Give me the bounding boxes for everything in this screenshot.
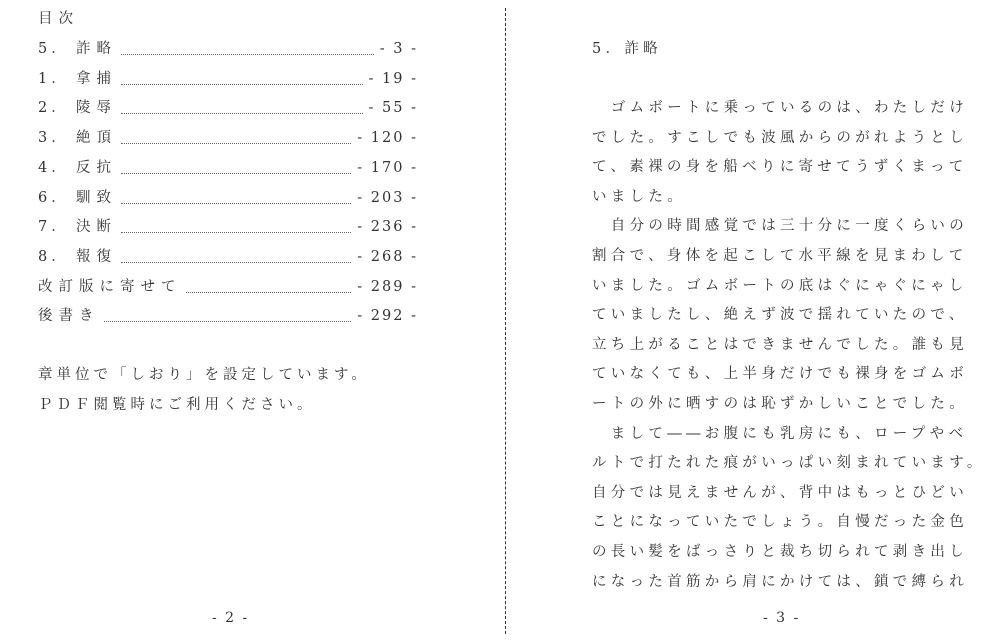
dot-leader xyxy=(121,232,351,233)
toc-entry-label: 詐略 xyxy=(76,41,117,57)
dot-leader xyxy=(121,54,374,55)
toc-entry-page: - 268 - xyxy=(357,248,418,265)
dot-leader xyxy=(121,143,351,144)
page-divider xyxy=(505,8,506,634)
toc-entry-number: 2． xyxy=(38,100,70,117)
toc-entry[interactable] xyxy=(38,69,418,89)
dot-leader xyxy=(121,173,351,174)
toc-entry[interactable] xyxy=(38,247,418,267)
dot-leader xyxy=(104,321,352,322)
toc-entry-number: 1． xyxy=(38,70,70,87)
toc-entry-page: - 203 - xyxy=(357,189,418,206)
dot-leader xyxy=(121,113,363,114)
toc-entry-page: - 55 - xyxy=(368,100,418,117)
text-line: ていなくても、上半身だけでも裸身をゴムボ xyxy=(592,366,968,383)
toc-entry[interactable] xyxy=(38,277,418,297)
page-number-left: - 2 - xyxy=(212,610,250,626)
chapter-heading: 5．詐略 xyxy=(592,41,662,57)
text-line: 自分では見えませんが、背中はもっとひどい xyxy=(592,484,968,501)
toc-entry-label: 馴致 xyxy=(76,189,117,206)
dot-leader xyxy=(121,262,351,263)
toc-entry[interactable] xyxy=(38,128,418,148)
toc-entry-label: 改訂版に寄せて xyxy=(38,278,182,295)
toc-entry[interactable] xyxy=(38,98,418,118)
toc-title: 目次 xyxy=(38,11,79,27)
toc-entry[interactable] xyxy=(38,158,418,178)
toc-entry-number: 8． xyxy=(38,248,70,265)
toc-entry-number: 5． xyxy=(38,41,70,57)
text-line: て、素裸の身を船べりに寄せてうずくまって xyxy=(592,159,968,176)
text-line: 立ち上がることはできませんでした。誰も見 xyxy=(592,336,968,353)
text-line: ていましたし、絶えず波で揺れていたので、 xyxy=(592,307,968,324)
toc-entry-page: - 236 - xyxy=(357,219,418,236)
dot-leader xyxy=(186,292,352,293)
text-line: 自分の時間感覚では三十分に一度くらいの xyxy=(610,218,968,235)
toc-entry-number: 7． xyxy=(38,219,70,236)
dot-leader xyxy=(121,203,351,204)
text-line: ートの外に晒すのは恥ずかしいことでした。 xyxy=(592,396,968,412)
toc-entry-label: 報復 xyxy=(76,248,117,265)
text-line: ゴムボートに乗っているのは、わたしだけ xyxy=(610,100,968,116)
text-line: になった首筋から肩にかけては、鎖で縛られ xyxy=(592,573,968,590)
text-line: まして――お腹にも乳房にも、ロープやベ xyxy=(610,425,968,442)
toc-entry-label: 絶頂 xyxy=(76,130,117,147)
toc-entry[interactable] xyxy=(38,306,418,326)
toc-entry-page: - 292 - xyxy=(357,308,418,325)
toc-entry-page: - 289 - xyxy=(357,278,418,295)
toc-entry-number: 4． xyxy=(38,159,70,176)
toc-entry-page: - 170 - xyxy=(357,159,418,176)
toc-entry-label: 反抗 xyxy=(76,159,117,176)
toc-entry-number: 3． xyxy=(38,130,70,147)
toc-entry-number: 6． xyxy=(38,189,70,206)
toc-entry[interactable] xyxy=(38,39,418,59)
toc-entry-page: - 19 - xyxy=(368,70,418,87)
dot-leader xyxy=(121,84,363,85)
text-line: ルトで打たれた痕がいっぱい刻まれています。 xyxy=(592,455,986,472)
toc-entry[interactable] xyxy=(38,188,418,208)
toc-entry-label: 決断 xyxy=(76,219,117,236)
text-line: ことになっていたでしょう。自慢だった金色 xyxy=(592,514,968,531)
toc-entry-label: 後書き xyxy=(38,308,100,325)
toc-entry[interactable] xyxy=(38,217,418,237)
text-line: でした。すこしでも波風からのがれようとし xyxy=(592,129,968,146)
text-line: いました。ゴムボートの底はぐにゃぐにゃし xyxy=(592,277,968,294)
toc-entry-label: 陵辱 xyxy=(76,100,117,117)
bookmark-note: 章単位で「しおり」を設定しています。 xyxy=(38,367,370,383)
bookmark-note: ＰＤＦ閲覧時にご利用ください。 xyxy=(38,397,316,413)
toc-entry-page: - 3 - xyxy=(379,41,418,57)
toc-entry-page: - 120 - xyxy=(357,130,418,147)
text-line: いました。 xyxy=(592,188,686,205)
text-line: 割合で、身体を起こして水平線を見まわして xyxy=(592,248,968,264)
toc-entry-label: 拿捕 xyxy=(76,70,117,87)
text-line: の長い髪をばっさりと裁ち切られて剥き出し xyxy=(592,544,968,560)
page-number-right: - 3 - xyxy=(763,610,801,626)
